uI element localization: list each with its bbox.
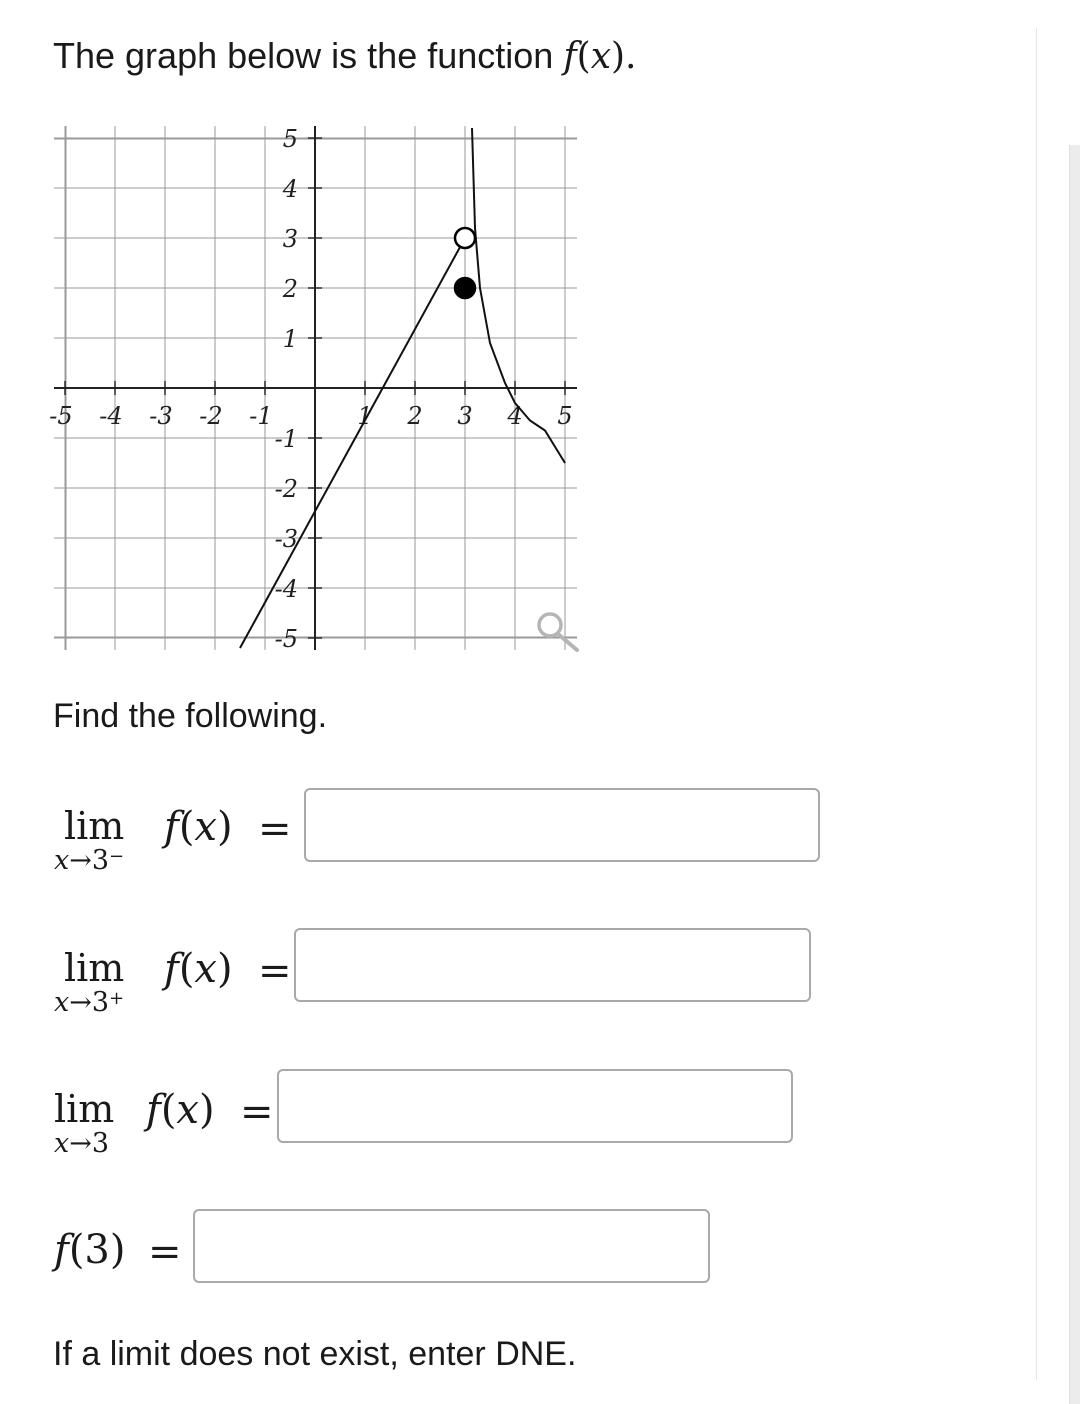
function-expression: f(x) <box>164 804 233 850</box>
intro-function-math: f(x). <box>563 36 637 77</box>
equals-sign: = <box>240 1089 274 1135</box>
y-tick-label: -1 <box>274 425 298 453</box>
x-tick-label: 5 <box>557 402 573 430</box>
x-tick-label: 2 <box>407 402 423 430</box>
open-point <box>455 228 475 248</box>
magnifier-icon[interactable] <box>539 614 577 650</box>
y-tick-label: 1 <box>282 325 298 353</box>
x-tick-label: 3 <box>457 402 473 430</box>
dne-note: If a limit does not exist, enter DNE. <box>53 1335 577 1373</box>
function-graph <box>0 0 1080 700</box>
y-tick-label: 4 <box>282 175 298 203</box>
y-tick-label: -4 <box>274 575 298 603</box>
x-tick-label: -3 <box>149 402 173 430</box>
y-tick-label: 5 <box>282 125 298 153</box>
lim-subscript: x→3+ <box>54 987 125 1018</box>
filled-point <box>455 278 475 298</box>
find-following-label: Find the following. <box>53 697 328 735</box>
function-value-input[interactable] <box>193 1209 710 1283</box>
x-tick-label: 4 <box>507 402 523 430</box>
lim-subscript: x→3 <box>54 1128 110 1159</box>
y-tick-label: 2 <box>282 275 298 303</box>
lim-subscript: x→3− <box>54 845 125 876</box>
intro-label: The graph below is the function <box>53 35 554 76</box>
graph-axes <box>54 126 577 650</box>
left-limit-input[interactable] <box>304 788 820 862</box>
lim-word: lim <box>64 946 125 990</box>
x-tick-label: -4 <box>99 402 123 430</box>
x-tick-label: -1 <box>249 402 273 430</box>
function-value-label: f(3) <box>54 1227 126 1273</box>
lim-word: lim <box>64 804 125 848</box>
lim-word: lim <box>54 1087 115 1131</box>
equals-sign: = <box>148 1229 182 1275</box>
function-expression: f(x) <box>146 1087 215 1133</box>
y-tick-label: -5 <box>274 625 298 653</box>
y-tick-label: -3 <box>274 525 298 553</box>
equals-sign: = <box>258 948 292 994</box>
y-tick-label: -2 <box>274 475 298 503</box>
two-sided-limit-input[interactable] <box>277 1069 793 1143</box>
x-tick-label: -5 <box>49 402 73 430</box>
function-expression: f(x) <box>164 946 233 992</box>
right-limit-input[interactable] <box>294 928 811 1002</box>
x-tick-label: 1 <box>357 402 373 430</box>
x-tick-label: -2 <box>199 402 223 430</box>
y-tick-label: 3 <box>282 225 298 253</box>
equals-sign: = <box>258 806 292 852</box>
